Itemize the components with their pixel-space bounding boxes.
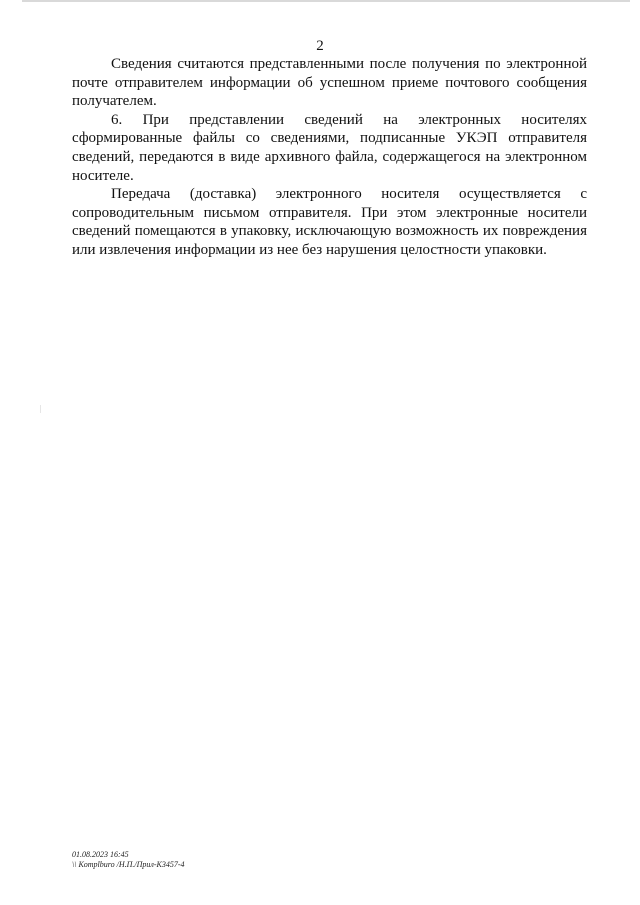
document-body [72,55,587,260]
page-number: 2 [316,38,324,54]
paragraph-delivery-confirmation: Сведения считаются представленными после получения по электронной почте отправителем информации об успешном приеме почтового сообщения получателем. [72,56,587,110]
paragraph-media-transfer: Передача (доставка) электронного носителя осуществляется с сопроводительным письмом отправителя. При этом электронные носители сведений помещаются в упаковку, исключающую возможность их повреждения или извлечения информации из нее без нарушения целостности упаковки. [72,186,587,258]
footer-timestamp: 01.08.2023 16:45 [72,850,129,859]
document-footer [72,850,185,870]
paragraph-electronic-media: 6. При представлении сведений на электронных носителях сформированные файлы со сведениями, подписанные УКЭП отправителя сведений, передаются в виде архивного файла, содержащегося на электронном носителе. [72,111,587,184]
top-edge-rule [22,0,630,2]
footer-file-reference: \\ Komplburo /Н.П./Прил-К3457-4 [72,860,185,869]
scan-artifact-mark [40,405,41,413]
